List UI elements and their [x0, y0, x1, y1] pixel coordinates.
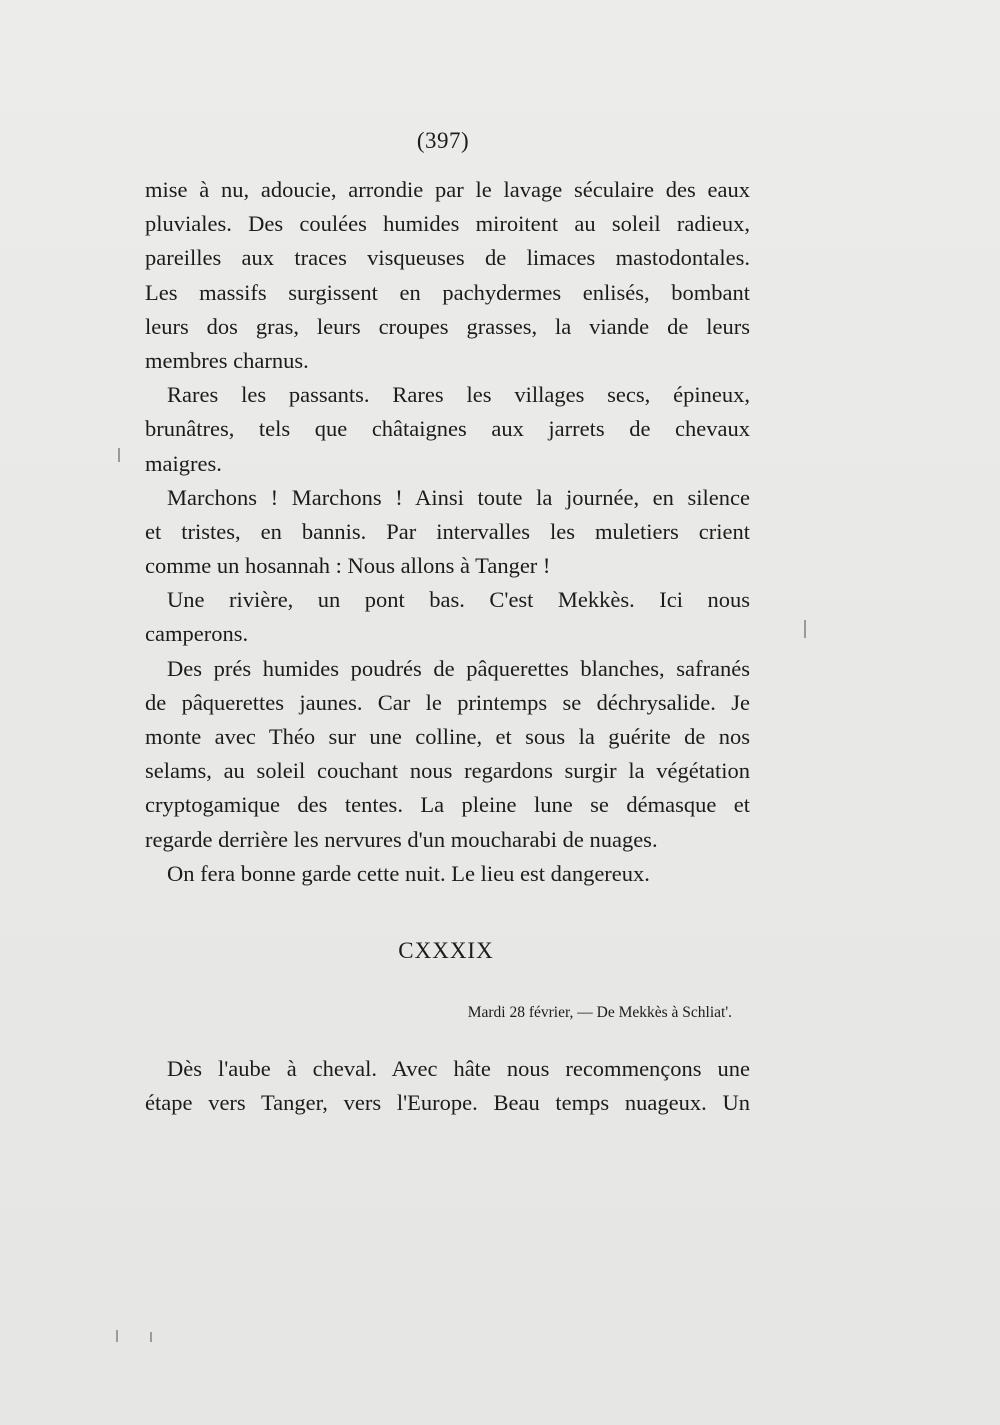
text-line: pareilles aux traces visqueuses de limaces mastodontales.	[145, 245, 750, 271]
text-line: brunâtres, tels que châtaignes aux jarrets de chevaux	[145, 416, 750, 442]
text-line: camperons.	[145, 621, 249, 647]
text-line: Une rivière, un pont bas. C'est Mekkès. Ici nous	[167, 587, 750, 613]
text-line: pluviales. Des coulées humides miroitent au soleil radieux,	[145, 211, 750, 237]
text-line: cryptogamique des tentes. La pleine lune se démasque et	[145, 792, 750, 818]
body-text-before	[145, 173, 750, 891]
page-number: (397)	[416, 128, 470, 153]
margin-speck	[804, 620, 806, 638]
margin-speck	[150, 1332, 152, 1342]
text-line: maigres.	[145, 450, 222, 476]
text-line: de pâquerettes jaunes. Car le printemps se déchrysalide. Je	[145, 689, 750, 715]
text-line: étape vers Tanger, vers l'Europe. Beau temps nuageux. Un	[145, 1090, 750, 1116]
margin-speck	[118, 448, 120, 462]
margin-speck	[116, 1330, 118, 1342]
text-line: Les massifs surgissent en pachydermes enlisés, bombant	[145, 279, 750, 305]
text-line: et tristes, en bannis. Par intervalles les muletiers crient	[145, 518, 750, 544]
text-line: comme un hosannah : Nous allons à Tanger !	[145, 553, 551, 579]
text-line: On fera bonne garde cette nuit. Le lieu est dangereux.	[167, 860, 650, 886]
text-line: Rares les passants. Rares les villages secs, épineux,	[167, 382, 750, 408]
chapter-heading: CXXXIX	[398, 938, 494, 963]
text-line: selams, au soleil couchant nous regardons surgir la végétation	[145, 758, 750, 784]
text-line: leurs dos gras, leurs croupes grasses, la viande de leurs	[145, 313, 750, 339]
body-text-after	[145, 1052, 750, 1120]
text-line: Dès l'aube à cheval. Avec hâte nous recommençons une	[167, 1056, 750, 1081]
chapter-dateline: Mardi 28 février, — De Mekkès à Schliat'.	[467, 1004, 732, 1021]
text-line: Marchons ! Marchons ! Ainsi toute la journée, en silence	[167, 484, 750, 510]
text-line: Des prés humides poudrés de pâquerettes blanches, safranés	[167, 655, 750, 681]
text-line: regarde derrière les nervures d'un moucharabi de nuages.	[145, 826, 658, 852]
text-line: monte avec Théo sur une colline, et sous la guérite de nos	[145, 724, 750, 749]
text-line: membres charnus.	[145, 347, 309, 373]
text-line: mise à nu, adoucie, arrondie par le lavage séculaire des eaux	[145, 177, 750, 202]
